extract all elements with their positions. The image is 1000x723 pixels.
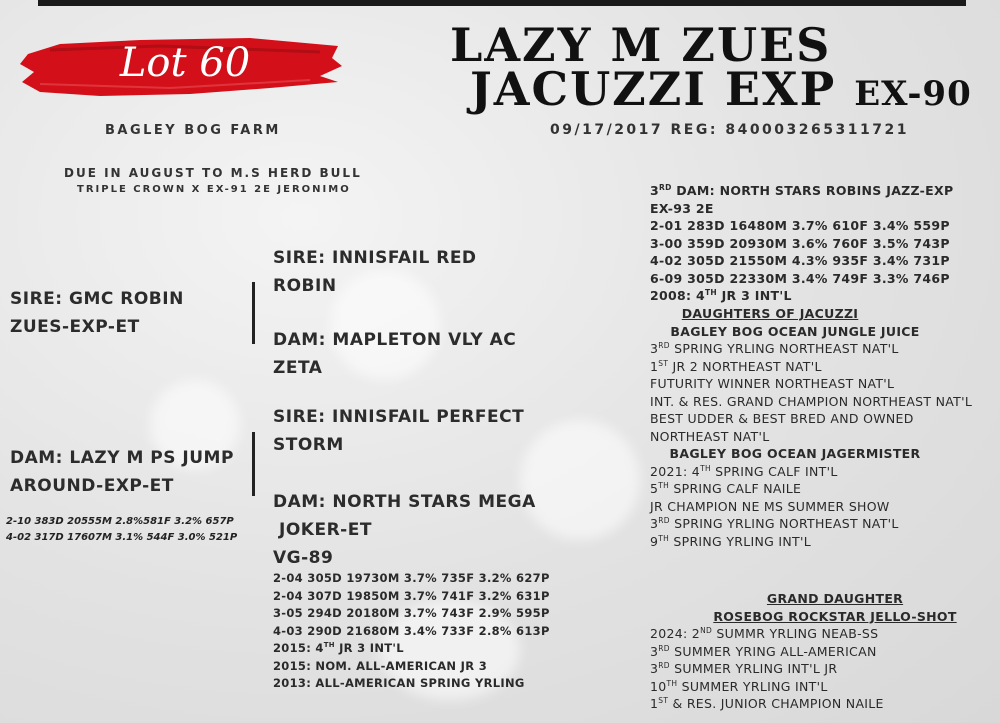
third-dam-score: EX-93 2E: [650, 200, 714, 216]
sires-dam-name: DAM: MAPLETON VLY AC: [273, 330, 517, 350]
award-text: 1: [650, 696, 659, 711]
award-text: 9: [650, 533, 659, 549]
award-text: SPRING YRLING NORTHEAST NAT'L: [669, 341, 899, 356]
daughter-name: BAGLEY BOG OCEAN JAGERMISTER: [669, 446, 921, 461]
sires-sire-name: SIRE: INNISFAIL RED: [273, 248, 477, 268]
award-ordinal: RD: [658, 515, 670, 525]
record-line: 2-01 283D 16480M 3.7% 610F 3.4% 559P: [650, 218, 950, 233]
award-line: [650, 463, 990, 481]
award-text: 3: [650, 516, 659, 531]
award-line: NORTHEAST NAT'L: [650, 428, 770, 444]
sire-block: [10, 285, 184, 341]
award-ordinal: RD: [658, 660, 670, 670]
third-dam-heading: [650, 182, 953, 200]
record-line: 4-03 290D 21680M 3.4% 733F 2.8% 613P: [273, 623, 550, 638]
dam-block: [10, 444, 234, 500]
animal-name: LAZY M ZUES: [450, 18, 832, 72]
award-line: [650, 625, 990, 643]
honor-line: [650, 287, 953, 305]
honor-text: JR 3 INT'L: [334, 641, 404, 655]
award-line: BEST UDDER & BEST BRED AND OWNED: [650, 411, 914, 426]
honor-text: JR 3 INT'L: [716, 288, 792, 303]
granddaughter-name: ROSEBOG ROCKSTAR JELLO-SHOT: [713, 608, 957, 624]
record-line: 3-05 294D 20180M 3.7% 743F 2.9% 595P: [273, 606, 550, 620]
award-line: [650, 340, 990, 358]
record-line: 4-02 305D 21550M 4.3% 935F 3.4% 731P: [650, 253, 950, 268]
award-text: 3: [650, 643, 659, 659]
third-dam-block: [650, 182, 953, 305]
dams-sire-block: [273, 403, 524, 459]
award-line: [650, 660, 990, 678]
award-ordinal: TH: [700, 463, 711, 473]
daughter-name: BAGLEY BOG OCEAN JUNGLE JUICE: [670, 323, 920, 339]
lot-number: Lot 60: [119, 40, 251, 86]
due-line: DUE IN AUGUST TO M.S HERD BULL: [64, 166, 362, 180]
award-text: 3: [650, 661, 659, 676]
dams-dam-name-cont: JOKER-ET: [279, 520, 372, 540]
dams-dam-block: [273, 488, 536, 572]
award-line: [650, 480, 990, 498]
award-text: 2021: 4: [650, 463, 701, 479]
record-line: 2-04 307D 19850M 3.7% 741F 3.2% 631P: [273, 588, 550, 603]
sire-name-cont: ZUES-EXP-ET: [10, 317, 140, 337]
award-text: JR 2 NORTHEAST NAT'L: [668, 358, 822, 374]
award-ordinal: ST: [658, 358, 669, 368]
heading-ordinal: RD: [659, 182, 672, 192]
award-line: [650, 358, 990, 376]
top-rule: [38, 0, 966, 6]
award-text: 5: [650, 481, 659, 496]
record-line: 2-10 383D 20555M 2.8%581F 3.2% 657P: [6, 516, 234, 527]
pedigree-bracket: [252, 432, 255, 496]
sires-dam-block: [273, 326, 516, 382]
award-line: JR CHAMPION NE MS SUMMER SHOW: [650, 498, 890, 514]
award-line: [650, 695, 990, 713]
award-line: [650, 515, 990, 533]
service-sire-line: TRIPLE CROWN X EX-91 2E JERONIMO: [77, 184, 351, 195]
dams-dam-score: VG-89: [273, 548, 334, 568]
sires-dam-name-cont: ZETA: [273, 358, 323, 378]
award-ordinal: TH: [658, 533, 670, 543]
award-ordinal: TH: [658, 480, 670, 490]
dam-name: DAM: LAZY M PS JUMP: [10, 448, 234, 468]
dams-dam-records: [273, 570, 550, 693]
honor-line: [273, 640, 550, 658]
record-line: 2-04 305D 19730M 3.7% 735F 3.2% 627P: [273, 571, 550, 585]
award-text: SPRING CALF INT'L: [710, 463, 838, 479]
daughters-block: [650, 305, 990, 550]
award-line: [650, 678, 990, 696]
award-ordinal: RD: [658, 643, 670, 653]
dam-records: [6, 514, 237, 546]
animal-score: EX-90: [854, 74, 972, 114]
award-line: FUTURITY WINNER NORTHEAST NAT'L: [650, 376, 895, 391]
heading-text: DAM: NORTH STARS ROBINS JAZZ-EXP: [671, 183, 954, 198]
award-line: [650, 643, 990, 661]
award-text: SUMMER YRLING INT'L: [677, 678, 828, 694]
award-text: 10: [650, 678, 667, 694]
honor-ordinal: TH: [704, 287, 717, 297]
record-line: 6-09 305D 22330M 3.4% 749F 3.3% 746P: [650, 270, 950, 286]
animal-name-line2: [470, 62, 972, 116]
granddaughter-heading: GRAND DAUGHTER: [766, 591, 904, 606]
award-text: 2024: 2: [650, 626, 701, 641]
registration: 09/17/2017 REG: 840003265311721: [550, 122, 909, 138]
award-ordinal: ST: [658, 695, 669, 705]
award-line: [650, 533, 990, 551]
award-text: SUMMER YRING ALL-AMERICAN: [669, 643, 877, 659]
record-line: 4-02 317D 17607M 3.1% 544F 3.0% 521P: [6, 532, 238, 543]
honor-line: 2015: NOM. ALL-AMERICAN JR 3: [273, 658, 487, 673]
award-text: 3: [650, 341, 659, 356]
award-line: INT. & RES. GRAND CHAMPION NORTHEAST NAT'L: [650, 393, 973, 409]
bokeh-light: [520, 420, 640, 540]
award-text: SUMMR YRLING NEAB-SS: [712, 626, 879, 641]
award-ordinal: TH: [666, 678, 678, 688]
animal-name-text: JACUZZI EXP: [470, 62, 837, 116]
farm-name: BAGLEY BOG FARM: [105, 123, 281, 138]
award-text: SPRING YRLING NORTHEAST NAT'L: [669, 516, 899, 531]
daughters-heading: DAUGHTERS OF JACUZZI: [681, 306, 859, 321]
dams-sire-name: SIRE: INNISFAIL PERFECT: [273, 407, 525, 427]
award-text: SUMMER YRLING INT'L JR: [669, 661, 838, 676]
award-text: 1: [650, 358, 659, 374]
heading-text: 3: [650, 183, 659, 198]
dams-sire-name-cont: STORM: [273, 435, 344, 455]
pedigree-bracket: [252, 282, 255, 344]
award-ordinal: RD: [658, 340, 670, 350]
record-line: 3-00 359D 20930M 3.6% 760F 3.5% 743P: [650, 235, 950, 251]
award-text: & RES. JUNIOR CHAMPION NAILE: [668, 696, 884, 711]
granddaughter-block: [650, 590, 990, 713]
honor-line: 2013: ALL-AMERICAN SPRING YRLING: [273, 676, 525, 690]
sires-sire-name-cont: ROBIN: [273, 276, 337, 296]
honor-text: 2008: 4: [650, 288, 705, 303]
honor-ordinal: TH: [323, 641, 335, 650]
award-text: SPRING YRLING INT'L: [669, 533, 811, 549]
award-ordinal: ND: [700, 625, 713, 635]
dam-name-cont: AROUND-EXP-ET: [10, 476, 174, 496]
sire-name: SIRE: GMC ROBIN: [10, 289, 184, 309]
award-text: SPRING CALF NAILE: [669, 481, 802, 496]
dams-dam-name: DAM: NORTH STARS MEGA: [273, 492, 536, 512]
honor-text: 2015: 4: [273, 641, 324, 655]
sires-sire-block: [273, 244, 477, 300]
